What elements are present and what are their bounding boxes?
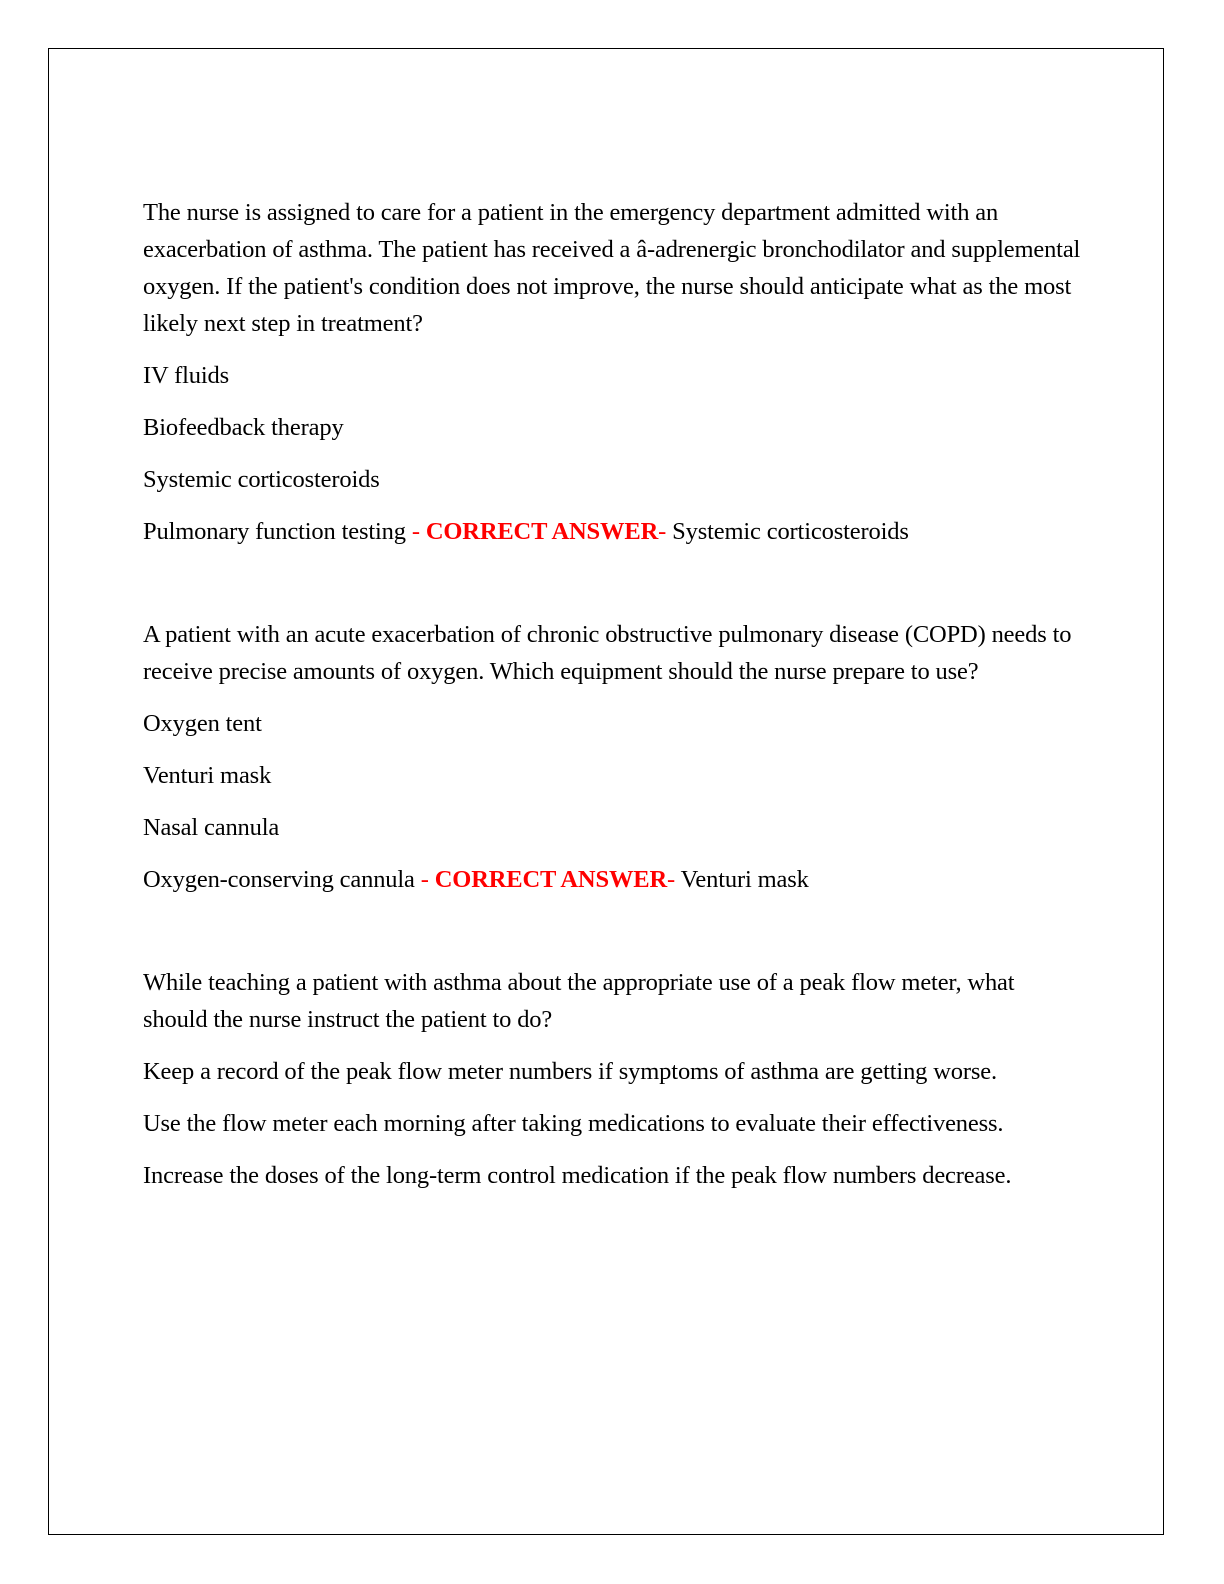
- answer-option-with-key: [143, 861, 1083, 898]
- document-body: [143, 194, 1083, 1209]
- answer-option: Oxygen tent: [143, 710, 262, 737]
- correct-answer-value: Venturi mask: [675, 866, 809, 893]
- question-text: While teaching a patient with asthma about the appropriate use of a peak flow meter, what should the nurse instruct the patient to do?: [143, 969, 1015, 1033]
- answer-option: Venturi mask: [143, 762, 272, 789]
- answer-prefix: -: [405, 518, 426, 545]
- answer-option-with-key: [143, 513, 1083, 550]
- answer-option: Nasal cannula: [143, 814, 280, 841]
- answer-option: Increase the doses of the long-term control medication if the peak flow numbers decrease.: [143, 1162, 1012, 1189]
- correct-answer-heading: CORRECT ANSWER: [434, 866, 668, 893]
- answer-option: Keep a record of the peak flow meter numbers if symptoms of asthma are getting worse.: [143, 1058, 997, 1085]
- answer-option: Biofeedback therapy: [143, 414, 344, 441]
- correct-answer-value: Systemic corticosteroids: [666, 518, 909, 545]
- answer-suffix: -: [658, 518, 667, 545]
- correct-answer-label: [406, 518, 666, 545]
- question-block-3: [143, 964, 1083, 1194]
- answer-option: Systemic corticosteroids: [143, 466, 380, 493]
- answer-option-text: Oxygen-conserving cannula: [143, 866, 415, 893]
- correct-answer-heading: CORRECT ANSWER: [425, 518, 659, 545]
- correct-answer-label: [415, 866, 675, 893]
- answer-option-text: Pulmonary function testing: [143, 518, 406, 545]
- question-text: A patient with an acute exacerbation of chronic obstructive pulmonary disease (COPD) needs to receive precise amounts of oxygen. Which equipment should the nurse prepare to use?: [143, 621, 1072, 685]
- question-text: The nurse is assigned to care for a patient in the emergency department admitted with an exacerbation of asthma. The patient has received a â-adrenergic bronchodilator and supplemental oxygen. If the patient's condition does not improve, the nurse should anticipate what as the most likely next step in treatment?: [143, 199, 1081, 337]
- question-block-2: [143, 616, 1083, 898]
- question-block-1: [143, 194, 1083, 550]
- answer-option: Use the flow meter each morning after taking medications to evaluate their effectiveness.: [143, 1110, 1004, 1137]
- answer-suffix: -: [667, 866, 676, 893]
- answer-prefix: -: [414, 866, 435, 893]
- answer-option: IV fluids: [143, 362, 229, 389]
